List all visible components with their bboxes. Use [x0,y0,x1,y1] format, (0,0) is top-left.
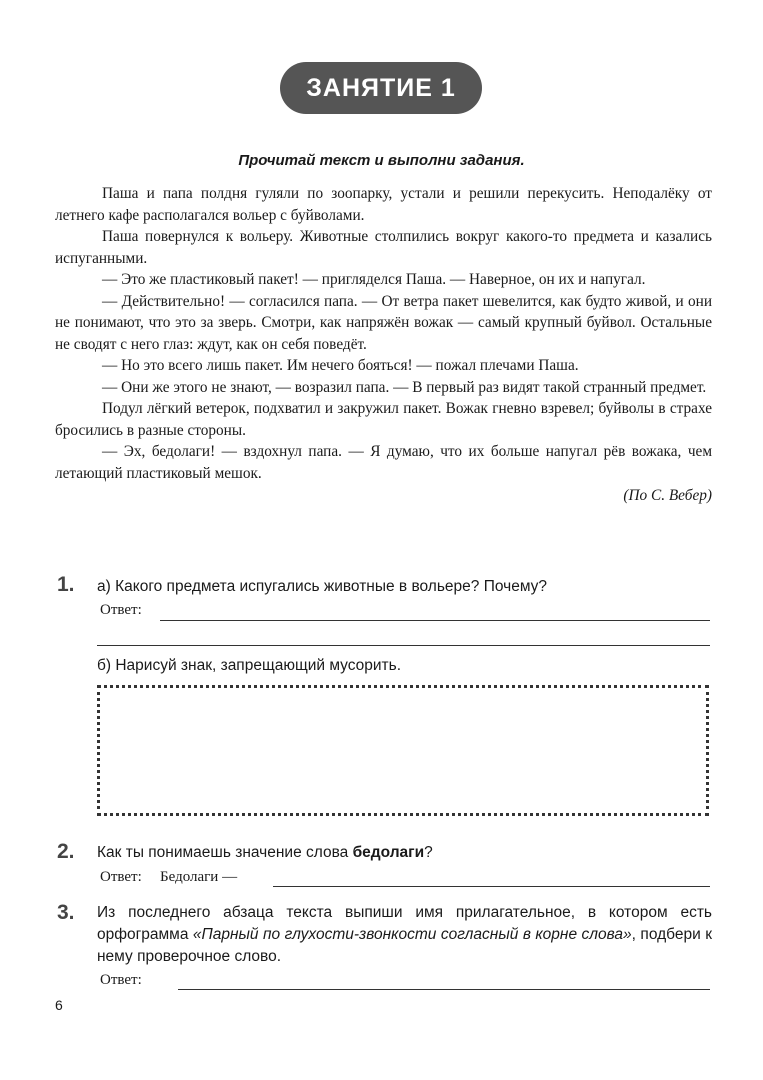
story-text [55,183,712,507]
task-3-text [97,902,712,968]
task-2-text-end: ? [424,844,433,861]
task-2-number: 2. [57,840,75,863]
task-1a-text: а) Какого предмета испугались животные в вольере? Почему? [97,578,548,595]
page-number: 6 [55,997,63,1013]
task-3-answer-line[interactable] [178,989,710,990]
story-paragraph: — Это же пластиковый пакет! — пригляделся Паша. — Наверное, он их и напугал. [102,271,646,288]
task-1-answer-line[interactable] [160,620,710,621]
task-1b-text: б) Нарисуй знак, запрещающий мусорить. [97,657,402,674]
instruction: Прочитай текст и выполни задания. [238,152,525,169]
task-3-text-end: , подбери к нему проверочное слово. [97,926,712,965]
task-1-answer-label: Ответ: [100,602,142,618]
story-paragraph: Подул лёгкий ветерок, подхватил и закружил пакет. Вожак гневно взревел; буйволы в страхе бросились в разные стороны. [55,400,712,439]
story-source: (По С. Вебер) [623,487,712,504]
drawing-area[interactable] [97,685,709,816]
story-paragraph: — Они же этого не знают, — возразил папа. — В первый раз видят такой странный предмет. [102,378,707,396]
task-2-answer-label: Ответ: [100,869,142,885]
task-2-answer-prefix: Бедолаги — [160,869,238,885]
task-2-text-part: Как ты понимаешь значение слова [97,844,353,861]
story-paragraph: — Действительно! — согласился папа. — От ветра пакет шевелится, как будто живой, и они не понимают, что это за зверь. Смотри, как напряжён вожак — самый крупный буйвол. Остальные не сводят с него глаз: ждут, как он себя поведёт. [55,292,712,353]
task-2-text [97,842,433,864]
story-paragraph: — Эх, бедолаги! — вздохнул папа. — Я думаю, что их больше напугал рёв вожака, чем летающий пластиковый мешок. [55,443,712,482]
lesson-title: ЗАНЯТИЕ 1 [280,62,482,114]
story-paragraph: Паша повернулся к вольеру. Животные столпились вокруг какого-то предмета и казались испуганными. [55,228,712,267]
task-3-number: 3. [57,901,75,924]
story-paragraph: — Но это всего лишь пакет. Им нечего бояться! — пожал плечами Паша. [102,357,579,374]
task-3-answer-label: Ответ: [100,972,142,988]
task-3-text-part: Из последнего абзаца текста выпиши имя прилагательное, в котором есть орфограмма [97,904,712,943]
task-2-keyword: бедолаги [352,844,425,861]
task-1-answer-line-2[interactable] [97,645,710,646]
task-2-answer-line[interactable] [273,886,710,887]
task-3-rule: «Парный по глухости-звонкости согласный в корне слова» [192,926,632,943]
task-1-number: 1. [57,573,75,596]
story-paragraph: Паша и папа полдня гуляли по зоопарку, устали и решили перекусить. Неподалёку от летнего кафе располагался вольер с буйволами. [55,185,712,224]
